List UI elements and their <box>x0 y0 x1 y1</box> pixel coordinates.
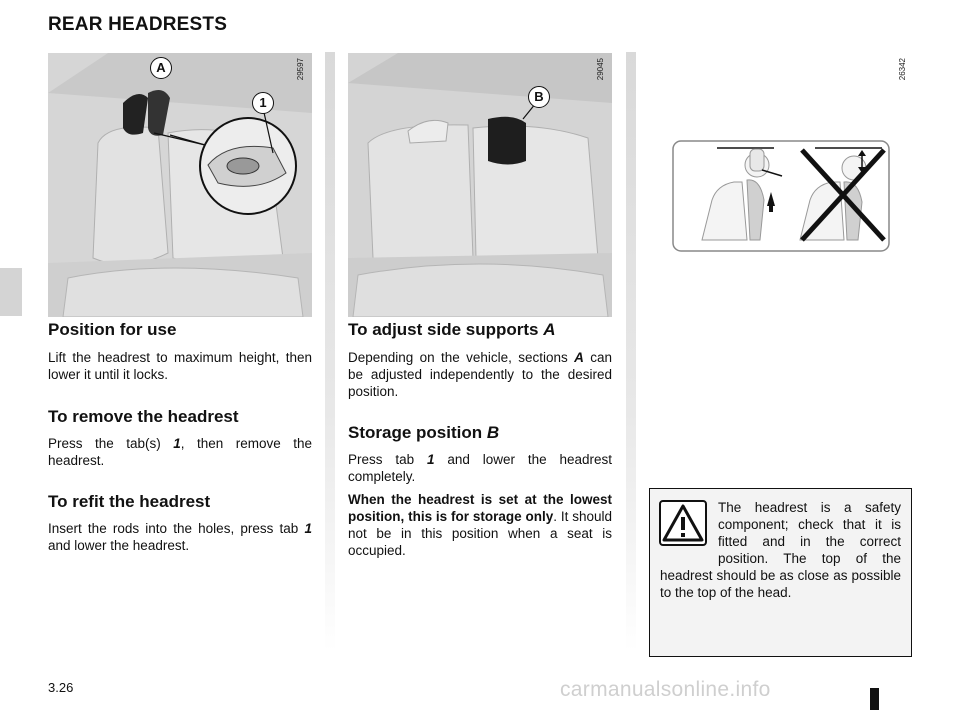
text-storage-position: Press tab 1 and lower the headrest completely. <box>348 452 612 484</box>
text-remove-headrest: Press the tab(s) 1, then remove the headrest. <box>48 436 312 468</box>
heading-storage-position: Storage position B <box>348 423 500 442</box>
text-adjust-side-supports: Depending on the vehicle, sections A can be adjusted independently to the desired position. <box>348 350 612 399</box>
callout-1: 1 <box>252 92 274 114</box>
text-position-for-use: Lift the headrest to maximum height, then lower it until it locks. <box>48 350 312 382</box>
heading-adjust-side-supports: To adjust side supports A <box>348 320 556 339</box>
page-title: REAR HEADRESTS <box>48 14 228 35</box>
safety-warning-box <box>649 488 912 657</box>
column-divider-left <box>325 52 335 652</box>
safety-warning-text: The headrest is a safety component; check that it is fitted and in the correct position. The top of the headrest should be as close as possible to the top of the head. <box>660 500 901 600</box>
watermark: carmanualsonline.info <box>560 678 771 701</box>
footer-mark <box>870 688 879 710</box>
heading-remove-headrest: To remove the headrest <box>48 407 239 426</box>
column-divider-right <box>626 52 636 652</box>
text-refit-headrest: Insert the rods into the holes, press tab 1 and lower the headrest. <box>48 521 312 553</box>
callout-b: B <box>528 86 550 108</box>
figure-headrest-storage-position <box>348 53 612 317</box>
page-number: 3.26 <box>48 680 74 695</box>
heading-refit-headrest: To refit the headrest <box>48 492 211 511</box>
text-storage-warning: When the headrest is set at the lowest position, this is for storage only. It should not be in this position when a seat is occupied. <box>348 492 612 558</box>
heading-position-for-use: Position for use <box>48 320 177 339</box>
callout-a: A <box>150 57 172 79</box>
headrest-height-diagram <box>672 140 890 252</box>
chapter-tab <box>0 268 22 316</box>
figure-ref-code: 29045 <box>596 58 605 81</box>
figure-ref-code: 26342 <box>898 58 907 81</box>
figure-rear-seat-headrest <box>48 53 312 317</box>
figure-ref-code: 29597 <box>296 58 305 81</box>
